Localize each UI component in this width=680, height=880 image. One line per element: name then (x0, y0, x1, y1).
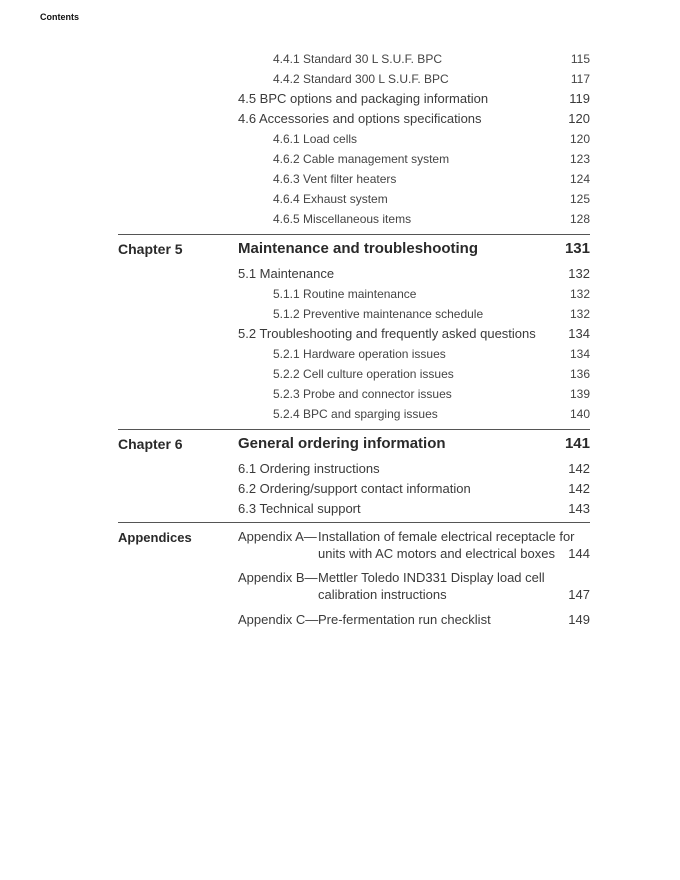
appendix-b-prefix[interactable]: Appendix B— (238, 570, 318, 585)
chapter-5-page: 131 (564, 240, 590, 257)
toc-page-4-5: 119 (569, 91, 590, 106)
toc-page-4-4-2: 117 (570, 72, 590, 86)
appendix-c-page: 149 (568, 612, 590, 627)
toc-page-5-2-3: 139 (569, 387, 590, 401)
toc-page-4-6-2: 123 (569, 152, 590, 166)
appendix-a-title-line2[interactable]: units with AC motors and electrical boxes (318, 546, 555, 561)
toc-entry-5-2-4[interactable]: 5.2.4 BPC and sparging issues (273, 407, 438, 421)
appendices-label: Appendices (118, 530, 192, 545)
chapter-5-label: Chapter 5 (118, 241, 183, 257)
appendices-divider (118, 522, 590, 523)
chapter-6-label: Chapter 6 (118, 436, 183, 452)
toc-entry-5-2-1[interactable]: 5.2.1 Hardware operation issues (273, 347, 446, 361)
toc-page-6-3: 143 (568, 501, 590, 516)
chapter-6-page: 141 (564, 435, 590, 452)
appendix-c-title[interactable]: Pre-fermentation run checklist (318, 612, 491, 627)
toc-page-4-6: 120 (568, 111, 590, 126)
toc-entry-4-6-5[interactable]: 4.6.5 Miscellaneous items (273, 212, 412, 226)
toc-page-4-6-1: 120 (569, 132, 590, 146)
running-head: Contents (40, 12, 79, 22)
toc-entry-5-1-2[interactable]: 5.1.2 Preventive maintenance schedule (273, 307, 484, 321)
toc-page-4-6-3: 124 (569, 172, 590, 186)
toc-page-5-2: 134 (568, 326, 590, 341)
appendix-a-page: 144 (568, 546, 590, 561)
appendix-a-title-line1[interactable]: Installation of female electrical receptacle for (318, 529, 575, 544)
toc-page-5-2-1: 134 (569, 347, 590, 361)
toc-entry-5-1[interactable]: 5.1 Maintenance (238, 266, 335, 281)
toc-entry-5-1-1[interactable]: 5.1.1 Routine maintenance (273, 287, 417, 301)
toc-entry-6-3[interactable]: 6.3 Technical support (238, 501, 361, 516)
chapter-5-divider (118, 234, 590, 235)
toc-page-6-2: 142 (568, 481, 590, 496)
appendix-b-page: 147 (568, 587, 590, 602)
toc-entry-4-6[interactable]: 4.6 Accessories and options specifications (238, 111, 482, 126)
toc-entry-4-6-3[interactable]: 4.6.3 Vent filter heaters (273, 172, 397, 186)
toc-page-5-1-1: 132 (569, 287, 590, 301)
toc-entry-4-5[interactable]: 4.5 BPC options and packaging information (238, 91, 489, 106)
toc-entry-4-6-2[interactable]: 4.6.2 Cable management system (273, 152, 450, 166)
appendix-b-title-line2[interactable]: calibration instructions (318, 587, 447, 602)
chapter-5-title[interactable]: Maintenance and troubleshooting (238, 240, 479, 257)
toc-entry-4-6-1[interactable]: 4.6.1 Load cells (273, 132, 358, 146)
chapter-6-title[interactable]: General ordering information (238, 435, 446, 452)
appendix-b-title-line1[interactable]: Mettler Toledo IND331 Display load cell (318, 570, 545, 585)
toc-page-4-4-1: 115 (570, 52, 590, 66)
toc-page-5-1-2: 132 (569, 307, 590, 321)
toc-page-5-2-4: 140 (569, 407, 590, 421)
toc-entry-4-6-4[interactable]: 4.6.4 Exhaust system (273, 192, 388, 206)
toc-page-4-6-4: 125 (569, 192, 590, 206)
toc-entry-4-4-1[interactable]: 4.4.1 Standard 30 L S.U.F. BPC (273, 52, 442, 66)
toc-entry-4-4-2[interactable]: 4.4.2 Standard 300 L S.U.F. BPC (273, 72, 449, 86)
chapter-6-divider (118, 429, 590, 430)
appendix-c-prefix[interactable]: Appendix C— (238, 612, 319, 627)
toc-entry-6-1[interactable]: 6.1 Ordering instructions (238, 461, 380, 476)
toc-entry-5-2-3[interactable]: 5.2.3 Probe and connector issues (273, 387, 452, 401)
toc-entry-5-2-2[interactable]: 5.2.2 Cell culture operation issues (273, 367, 454, 381)
toc-page-6-1: 142 (568, 461, 590, 476)
appendix-a-prefix[interactable]: Appendix A— (238, 529, 317, 544)
toc-page-4-6-5: 128 (569, 212, 590, 226)
toc-entry-5-2[interactable]: 5.2 Troubleshooting and frequently asked questions (238, 326, 536, 341)
toc-page-5-1: 132 (568, 266, 590, 281)
toc-entry-6-2[interactable]: 6.2 Ordering/support contact information (238, 481, 471, 496)
toc-page-5-2-2: 136 (569, 367, 590, 381)
